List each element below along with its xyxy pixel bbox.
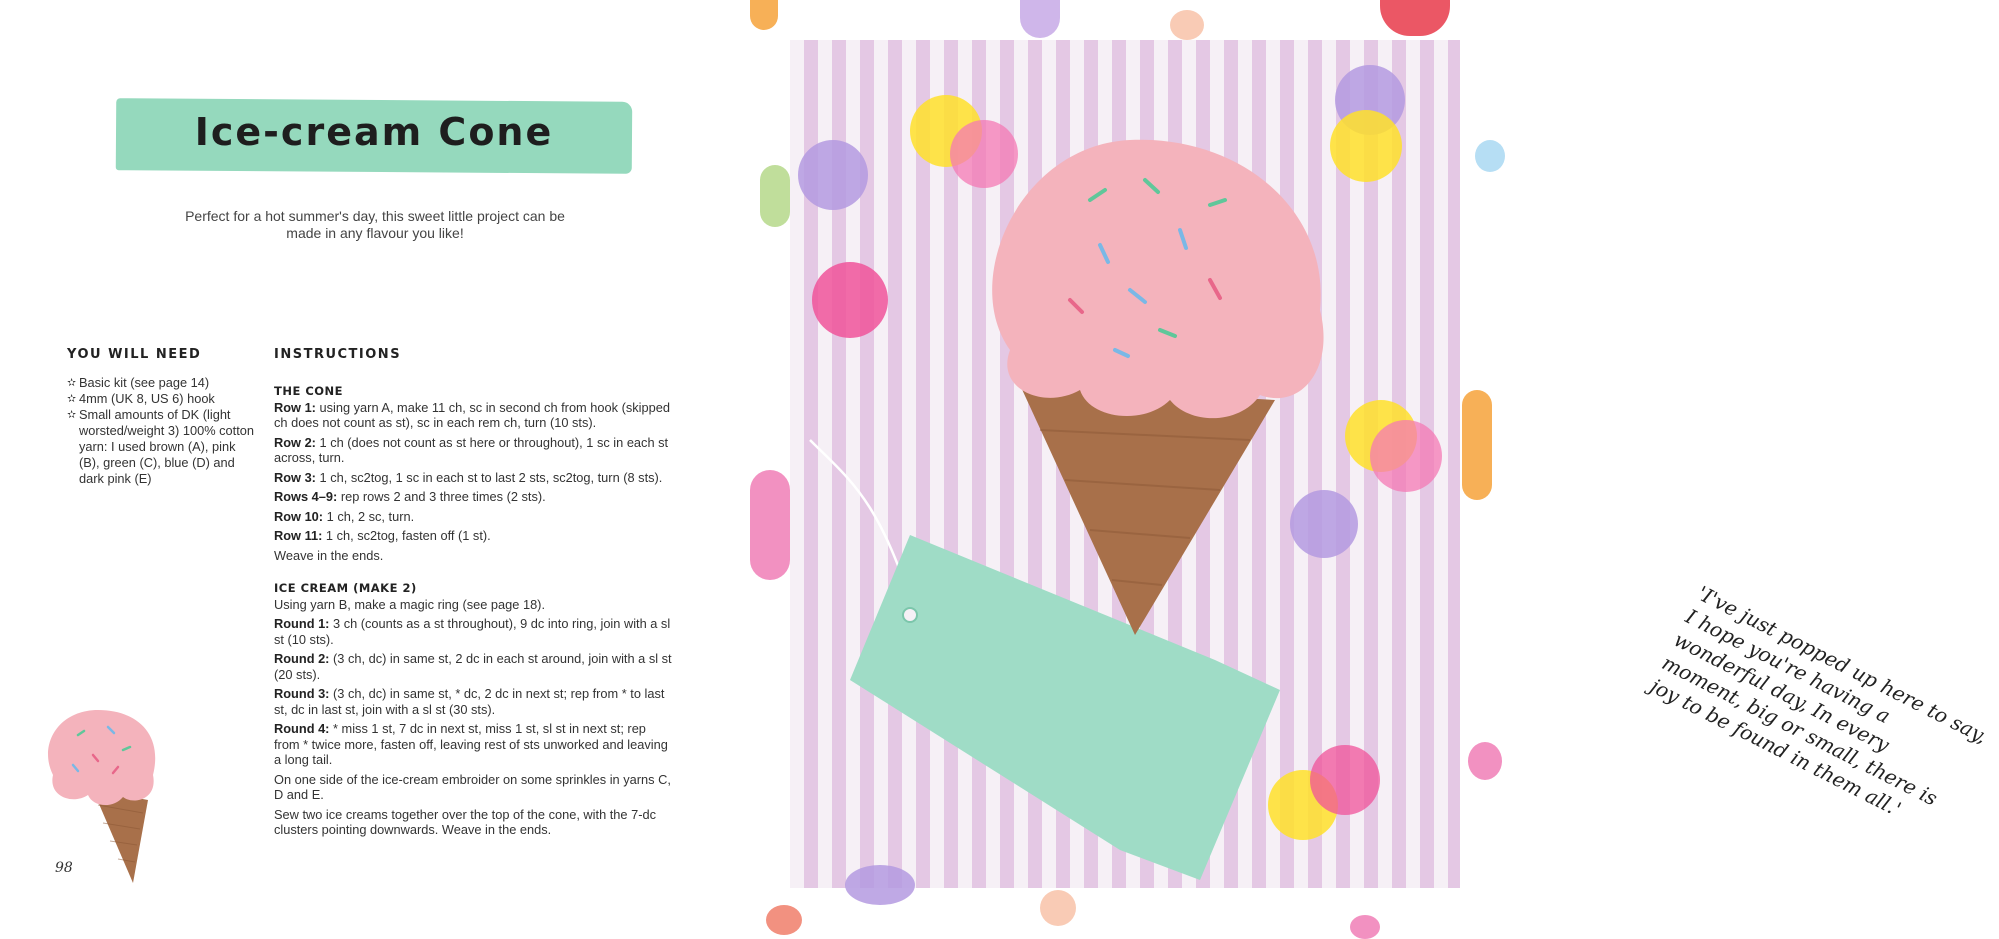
instructions-body	[274, 384, 674, 842]
page-title: Ice-cream Cone	[194, 110, 554, 154]
cone-section-heading: THE CONE	[274, 384, 344, 398]
you-will-need-heading: YOU WILL NEED	[67, 347, 202, 362]
page-number: 98	[55, 860, 73, 876]
instruction-row: Row 11: 1 ch, sc2tog, fasten off (1 st).	[274, 528, 491, 543]
right-page	[750, 0, 1992, 928]
confetti-shape	[760, 165, 790, 227]
instructions-heading: INSTRUCTIONS	[274, 347, 402, 362]
star-icon: ✫	[67, 377, 77, 389]
ice-cream-section-heading: ICE CREAM (MAKE 2)	[274, 581, 417, 595]
instruction-note: Using yarn B, make a magic ring (see page 18).	[274, 596, 545, 612]
gift-tag	[850, 535, 1280, 880]
confetti-shape	[750, 470, 790, 580]
intro-text: Perfect for a hot summer's day, this sweet little project can be made in any flavour you like!	[185, 208, 565, 241]
tag-quote: 'I've just popped up here to say, I hope you're having a wonderful day, In every moment, big or small, there is joy to be found in them all.'	[1646, 580, 1992, 822]
ice-cream-thumbnail-image	[38, 705, 173, 885]
star-icon: ✫	[67, 393, 77, 405]
instruction-round: Round 1: 3 ch (counts as a st throughout), 9 dc into ring, join with a sl st (10 sts).	[274, 616, 671, 647]
product-photo	[790, 40, 1460, 888]
instruction-round: Round 4: * miss 1 st, 7 dc in next st, miss 1 st, sl st in next st; rep from * twice more, fasten off, leaving rest of sts unworked and leaving a long tail.	[274, 721, 668, 767]
confetti-shape	[750, 0, 778, 30]
instruction-row: Row 1: using yarn A, make 11 ch, sc in second ch from hook (skipped ch does not count as st), sc in each rem ch, turn (10 sts).	[274, 399, 670, 430]
confetti-shape	[1020, 0, 1060, 38]
materials-list	[67, 375, 257, 487]
instruction-round: Round 2: (3 ch, dc) in same st, 2 dc in each st around, join with a sl st (20 sts).	[274, 651, 672, 682]
confetti-shape	[1350, 915, 1380, 939]
instruction-round: Round 3: (3 ch, dc) in same st, * dc, 2 dc in next st; rep from * to last st, dc in last st, join with a sl st (30 sts).	[274, 686, 665, 717]
ice-cream-craft-illustration	[790, 40, 1460, 888]
confetti-shape	[1462, 390, 1492, 500]
instruction-note: On one side of the ice-cream embroider on some sprinkles in yarns C, D and E.	[274, 771, 671, 802]
ice-cream-scoop	[48, 710, 155, 805]
star-icon: ✫	[67, 409, 77, 421]
instruction-row: Row 2: 1 ch (does not count as st here or throughout), 1 sc in each st across, turn.	[274, 434, 669, 465]
tag-hole	[903, 608, 917, 622]
instruction-note: Weave in the ends.	[274, 547, 384, 563]
instruction-row: Row 3: 1 ch, sc2tog, 1 sc in each st to last 2 sts, sc2tog, turn (8 sts).	[274, 469, 663, 485]
instruction-note: Sew two ice creams together over the top of the cone, with the 7-dc clusters pointing downwards. Weave in the ends.	[274, 806, 656, 837]
confetti-shape	[766, 905, 802, 935]
left-page	[0, 0, 750, 928]
confetti-shape	[1040, 890, 1076, 926]
materials-item: ✫ Basic kit (see page 14)	[67, 375, 210, 390]
confetti-shape	[1380, 0, 1450, 36]
crochet-ice-cream-scoop	[992, 140, 1323, 418]
confetti-shape	[1475, 140, 1505, 172]
instruction-row: Row 10: 1 ch, 2 sc, turn.	[274, 508, 415, 524]
materials-item: ✫ Small amounts of DK (light worsted/weight 3) 100% cotton yarn: I used brown (A), pink (B), green (C), blue (D) and dark pink (E)	[67, 407, 254, 486]
materials-item: ✫ 4mm (UK 8, US 6) hook	[67, 391, 215, 406]
confetti-shape	[1468, 742, 1502, 780]
confetti-shape	[1170, 10, 1204, 40]
instruction-row: Rows 4–9: rep rows 2 and 3 three times (2 sts).	[274, 489, 546, 504]
